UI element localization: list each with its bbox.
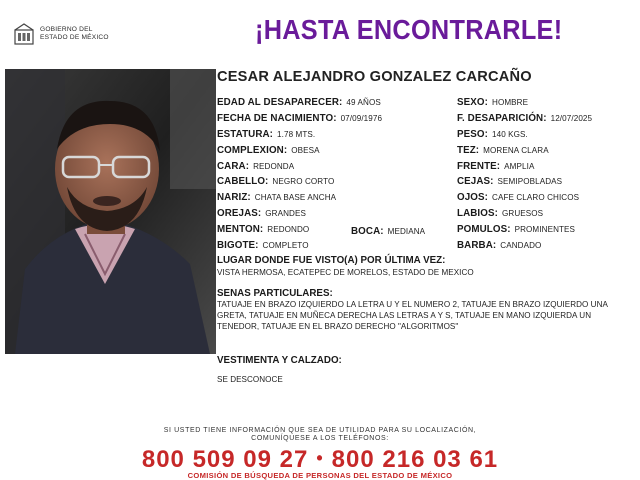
phone-numbers <box>0 445 640 473</box>
field-peso <box>457 126 528 142</box>
phone-separator: • <box>316 448 324 468</box>
label-frente: FRENTE: <box>457 161 501 172</box>
value-fecha-nacimiento: 07/09/1976 <box>340 114 383 123</box>
value-barba: CANDADO <box>500 241 542 250</box>
label-cabello: CABELLO: <box>217 176 269 187</box>
field-cara <box>217 158 294 174</box>
commission-name: COMISIÓN DE BÚSQUEDA DE PERSONAS DEL ESTADO DE MÉXICO <box>187 471 453 480</box>
person-name: CESAR ALEJANDRO GONZALEZ CARCAÑO <box>217 69 532 85</box>
last-seen-title: LUGAR DONDE FUE VISTO(A) POR ÚLTIMA VEZ: <box>217 255 446 266</box>
value-cara: REDONDA <box>253 162 295 171</box>
label-pomulos: POMULOS: <box>457 224 511 235</box>
value-fecha-desaparicion: 12/07/2025 <box>550 114 593 123</box>
label-boca: BOCA: <box>351 226 384 237</box>
government-logo <box>13 20 123 48</box>
label-cara: CARA: <box>217 161 250 172</box>
headline: ¡HASTA ENCONTRARLE! <box>255 14 563 45</box>
field-ojos <box>457 189 579 205</box>
label-barba: BARBA: <box>457 240 497 251</box>
value-edad: 49 AÑOS <box>346 98 381 107</box>
value-nariz: CHATA BASE ANCHA <box>254 193 337 202</box>
field-estatura <box>217 126 315 142</box>
label-orejas: OREJAS: <box>217 208 262 219</box>
label-edad: EDAD AL DESAPARECER: <box>217 97 343 108</box>
value-frente: AMPLIA <box>504 162 535 171</box>
field-menton <box>217 221 309 237</box>
label-nariz: NARIZ: <box>217 192 251 203</box>
label-ojos: OJOS: <box>457 192 488 203</box>
value-ojos: CAFE CLARO CHICOS <box>492 193 580 202</box>
footer-note-line-2: COMUNÍQUESE A LOS TELÉFONOS: <box>251 435 389 442</box>
field-tez <box>457 142 549 158</box>
value-cabello: NEGRO CORTO <box>272 177 335 186</box>
label-bigote: BIGOTE: <box>217 240 259 251</box>
logo-line-1: GOBIERNO DEL <box>40 26 93 33</box>
value-estatura: 1.78 MTS. <box>277 130 316 139</box>
label-fecha-nacimiento: FECHA DE NACIMIENTO: <box>217 113 337 124</box>
value-menton: REDONDO <box>267 225 310 234</box>
footer-note-line-1: SI USTED TIENE INFORMACIÓN QUE SEA DE UTILIDAD PARA SU LOCALIZACIÓN, <box>163 427 477 434</box>
phone-1[interactable]: 800 509 09 27 <box>141 446 309 473</box>
field-sexo <box>457 94 528 110</box>
label-cejas: CEJAS: <box>457 176 494 187</box>
value-pomulos: PROMINENTES <box>514 225 576 234</box>
value-bigote: COMPLETO <box>262 241 309 250</box>
field-cejas <box>457 173 562 189</box>
field-orejas <box>217 205 306 221</box>
field-bigote <box>217 237 309 253</box>
field-edad <box>217 94 381 110</box>
field-fecha-nacimiento <box>217 110 382 126</box>
missing-person-photo <box>5 69 216 354</box>
logo-line-2: ESTADO DE MÉXICO <box>40 34 109 41</box>
field-nariz <box>217 189 336 205</box>
marks-title: SENAS PARTICULARES: <box>217 288 333 299</box>
value-tez: MORENA CLARA <box>483 146 549 155</box>
field-pomulos <box>457 221 575 237</box>
value-labios: GRUESOS <box>501 209 544 218</box>
label-tez: TEZ: <box>457 145 480 156</box>
value-peso: 140 KGS. <box>492 130 528 139</box>
label-sexo: SEXO: <box>457 97 488 108</box>
label-peso: PESO: <box>457 129 488 140</box>
label-complexion: COMPLEXION: <box>217 145 288 156</box>
value-sexo: HOMBRE <box>492 98 529 107</box>
last-seen-text: VISTA HERMOSA, ECATEPEC DE MORELOS, ESTADO DE MEXICO <box>217 268 474 277</box>
label-fecha-desaparicion: F. DESAPARICIÓN: <box>457 113 547 124</box>
value-boca: MEDIANA <box>387 227 426 236</box>
logo-text <box>40 26 109 42</box>
label-menton: MENTON: <box>217 224 264 235</box>
value-complexion: OBESA <box>291 146 320 155</box>
marks-text: TATUAJE EN BRAZO IZQUIERDO LA LETRA U Y EL NUMERO 2, TATUAJE EN BRAZO IZQUIERDO UNA GRETA, TATUAJE EN MUÑECA DERECHA LAS LETRAS A Y S, TATUAJE EN MANO IZQUIERDA UN TENEDOR, TATUAJE EN EL BRAZO DERECHO "ALGORITMOS" <box>217 300 608 331</box>
clothing-title: VESTIMENTA Y CALZADO: <box>217 355 342 366</box>
field-boca <box>351 223 425 239</box>
field-labios <box>457 205 543 221</box>
field-frente <box>457 158 534 174</box>
field-cabello <box>217 173 334 189</box>
value-cejas: SEMIPOBLADAS <box>497 177 563 186</box>
value-orejas: GRANDES <box>265 209 306 218</box>
field-complexion <box>217 142 320 158</box>
field-fecha-desaparicion <box>457 110 592 126</box>
label-labios: LABIOS: <box>457 208 498 219</box>
phone-2[interactable]: 800 216 03 61 <box>331 446 499 473</box>
field-barba <box>457 237 541 253</box>
clothing-text: SE DESCONOCE <box>217 375 283 384</box>
state-seal-icon <box>13 22 35 46</box>
label-estatura: ESTATURA: <box>217 129 274 140</box>
